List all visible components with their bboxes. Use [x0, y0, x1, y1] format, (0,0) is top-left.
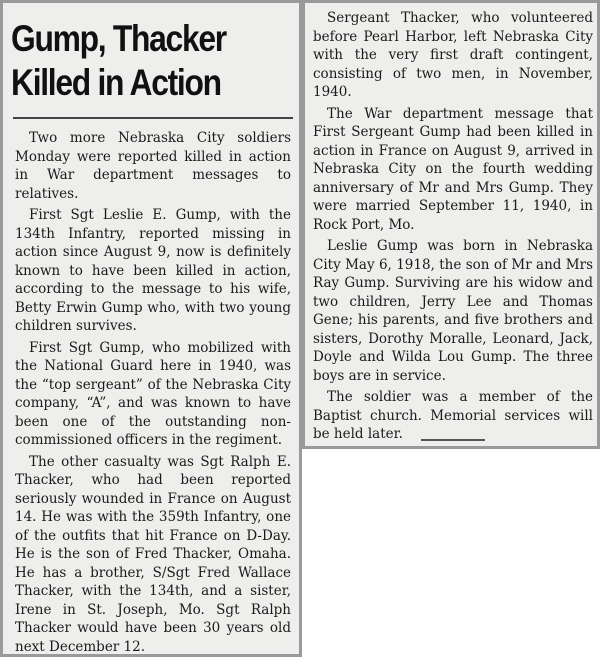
paragraph: Leslie Gump was born in Nebraska City May 6, 1918, the son of Mr and Mrs Ray Gump. Surviving are his widow and two children, Jerry Lee and Thomas Gene; his parents, and five brothers and sisters, Dorothy Moralle, Leonard, Jack, Doyle and Wilda Lou Gump. The three boys are in service. [313, 238, 593, 384]
paragraph: The soldier was a member of the Baptist church. Memorial services will be held later. [313, 389, 593, 442]
paragraph: Sergeant Thacker, who volunteered before Pearl Harbor, left Nebraska City with the very first draft contingent, consisting of two men, in November, 1940. [313, 10, 593, 100]
paragraph: The War department message that First Sergeant Gump had been killed in action in France on August 9, arrived in Nebraska City on the fourth wedding anniversary of Mr and Mrs Gump. They were married September 11, 1940, in Rock Port, Mo. [313, 105, 593, 233]
paragraph: First Sgt Leslie E. Gump, with the 134th Infantry, reported missing in action since August 9, now is definitely known to have been killed in action, according to the message to his wife, Betty Erwin Gump who, with two young children survives. [15, 207, 291, 334]
headline-line-1: Gump, Thacker [11, 18, 226, 59]
right-column [313, 9, 593, 447]
headline [11, 17, 255, 105]
headline-rule [13, 117, 293, 119]
left-column [15, 129, 291, 659]
paragraph: The other casualty was Sgt Ralph E. Thacker, who had been reported seriously wounded in France on August 14. He was with the 359th Infantry, one of the outfits that hit France on D-Day. He is the son of Fred Thacker, Omaha. He has a brother, S/Sgt Fred Wallace Thacker, with the 134th, and a sister, Irene in St. Joseph, Mo. Sgt Ralph Thacker would have been 30 years old next December 12. [15, 453, 291, 655]
right-clipping [302, 0, 600, 449]
end-rule [421, 439, 485, 441]
paragraph: Two more Nebraska City soldiers Monday were reported killed in action in War department messages to relatives. [15, 130, 291, 202]
headline-line-2: Killed in Action [11, 62, 221, 103]
paragraph: First Sgt Gump, who mobilized with the National Guard here in 1940, was the “top sergeant” of the Nebraska City company, “A”, and was known to have been one of the outstanding non-commissioned officers in the regiment. [15, 339, 291, 448]
